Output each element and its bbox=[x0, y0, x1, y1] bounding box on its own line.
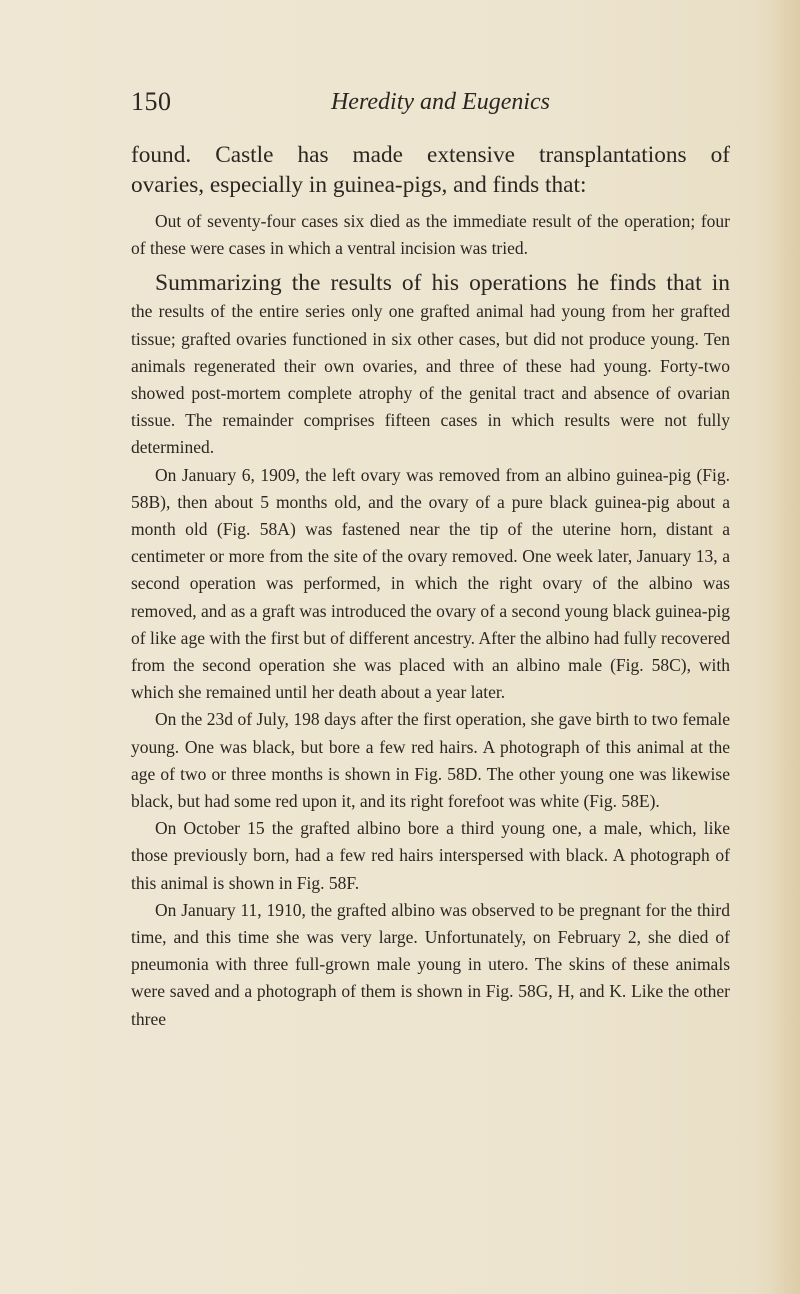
page-edge-shadow bbox=[770, 0, 800, 1294]
page-number: 150 bbox=[131, 87, 172, 116]
quote-1: Out of seventy-four cases six died as the immediate result of the operation; four of these were cases in which a ventral incision was tried. bbox=[131, 211, 730, 259]
paragraph-4: On January 11, 1910, the grafted albino was observed to be pregnant for the third time, and this time she was very large. Unfortunately, on February 2, she died of pneumonia with three full-grown male young in utero. The skins of these animals were saved and a photograph of them is shown in Fig. 58G, H, and K. Like the other three bbox=[131, 899, 730, 1029]
summary-line: Summarizing the results of his operations he finds that in bbox=[155, 270, 730, 297]
paragraph-2: On the 23d of July, 198 days after the first operation, she gave birth to two female young. One was black, but bore a few red hairs. A photograph of this animal at the age of two or three months is shown in Fig. 58D. The other young one was likewise black, but had some red upon it, and its right forefoot was white (Fig. 58E). bbox=[131, 709, 730, 812]
running-head: Heredity and Eugenics bbox=[330, 89, 551, 115]
quote-2: the results of the entire series only one grafted animal had young from her grafted tissue; grafted ovaries functioned in six other cases, but did not produce young. Ten animals regenerated their own ovaries, and three of these had young. Forty-two showed post-mortem complete atrophy of the genital tract and absence of ovarian tissue. The remainder comprises fifteen cases in which results were not fully determined. bbox=[131, 301, 730, 458]
intro-line-1: found. Castle has made extensive transplantations of bbox=[131, 142, 730, 168]
body-text bbox=[131, 140, 730, 1033]
paragraph-1: On January 6, 1909, the left ovary was removed from an albino guinea-pig (Fig. 58B), then about 5 months old, and the ovary of a pure black guinea-pig about a month old (Fig. 58A) was fastened near the tip of the uterine horn, distant a centimeter or more from the site of the ovary removed. One week later, January 13, a second operation was performed, in which the right ovary of the albino was removed, and as a graft was introduced the ovary of a second young black guinea-pig of like age with the first but of different ancestry. After the albino had fully recovered from the second operation she was placed with an albino male (Fig. 58C), with which she remained until her death about a year later. bbox=[131, 464, 730, 703]
intro-line-2: ovaries, especially in guinea-pigs, and finds that: bbox=[131, 172, 587, 198]
page-header bbox=[131, 86, 730, 118]
paragraph-3: On October 15 the grafted albino bore a third young one, a male, which, like those previously born, had a few red hairs interspersed with black. A photograph of this animal is shown in Fig. 58F. bbox=[131, 818, 730, 893]
